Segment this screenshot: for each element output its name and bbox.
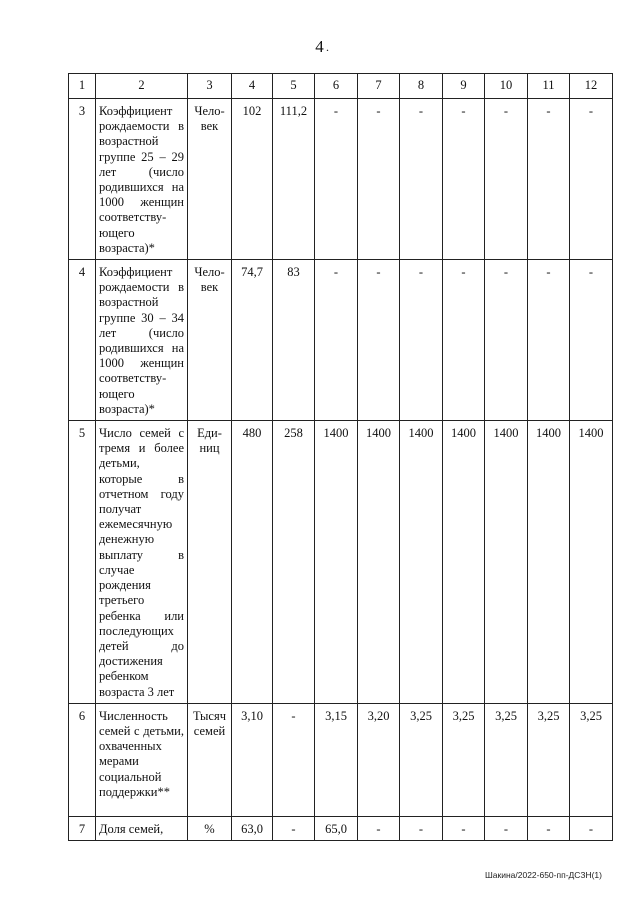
- value-cell: 63,0: [232, 816, 273, 840]
- data-table: [68, 73, 613, 841]
- row-number: 7: [69, 816, 96, 840]
- unit-cell: Тысяч семей: [188, 703, 232, 816]
- value-cell: -: [570, 260, 613, 421]
- value-cell: -: [443, 99, 485, 260]
- value-cell: -: [528, 99, 570, 260]
- value-cell: 1400: [570, 421, 613, 704]
- value-cell: -: [273, 703, 315, 816]
- value-cell: 3,20: [358, 703, 400, 816]
- table-row: [69, 99, 613, 260]
- value-cell: -: [485, 816, 528, 840]
- table-header-cell: 8: [400, 74, 443, 99]
- value-cell: -: [528, 816, 570, 840]
- value-cell: 1400: [315, 421, 358, 704]
- indicator-name: Коэффициент рождаемости в возрастной группе 25 – 29 лет (число родившихся на 1000 женщин соответству-ющего возраста)*: [96, 99, 188, 260]
- unit-cell: %: [188, 816, 232, 840]
- value-cell: -: [315, 260, 358, 421]
- value-cell: -: [528, 260, 570, 421]
- value-cell: 111,2: [273, 99, 315, 260]
- value-cell: -: [400, 99, 443, 260]
- value-cell: -: [443, 260, 485, 421]
- table-row: [69, 703, 613, 816]
- document-id-footer: Шакина/2022-650-пп-ДСЗН(1): [484, 870, 602, 880]
- indicator-name: Число семей с тремя и более детьми, которые в отчетном году получат ежемесячную денежную выплату в случае рождения третьего ребенка или последующих детей до достижения ребенком возраста 3 лет: [96, 421, 188, 704]
- table-header-cell: 1: [69, 74, 96, 99]
- value-cell: 1400: [528, 421, 570, 704]
- table-header-cell: 5: [273, 74, 315, 99]
- table-row: [69, 816, 613, 840]
- value-cell: 3,25: [443, 703, 485, 816]
- table-header-cell: 2: [96, 74, 188, 99]
- table-header-row: [69, 74, 613, 99]
- value-cell: -: [358, 816, 400, 840]
- unit-cell: Чело-век: [188, 260, 232, 421]
- value-cell: -: [315, 99, 358, 260]
- table-header-cell: 4: [232, 74, 273, 99]
- value-cell: -: [485, 99, 528, 260]
- indicator-name: Численность семей с детьми, охваченных мерами социальной поддержки**: [96, 703, 188, 816]
- value-cell: 1400: [485, 421, 528, 704]
- value-cell: -: [485, 260, 528, 421]
- table-header-cell: 12: [570, 74, 613, 99]
- value-cell: 65,0: [315, 816, 358, 840]
- value-cell: 3,25: [528, 703, 570, 816]
- value-cell: 1400: [358, 421, 400, 704]
- value-cell: 3,10: [232, 703, 273, 816]
- table-header-cell: 7: [358, 74, 400, 99]
- value-cell: 1400: [400, 421, 443, 704]
- value-cell: 74,7: [232, 260, 273, 421]
- value-cell: 3,25: [570, 703, 613, 816]
- table-row: [69, 421, 613, 704]
- table-header-cell: 6: [315, 74, 358, 99]
- page-number: [0, 37, 639, 57]
- row-number: 6: [69, 703, 96, 816]
- unit-cell: Еди-ниц: [188, 421, 232, 704]
- value-cell: 3,25: [485, 703, 528, 816]
- value-cell: -: [443, 816, 485, 840]
- table-row: [69, 260, 613, 421]
- value-cell: -: [570, 99, 613, 260]
- row-number: 5: [69, 421, 96, 704]
- table-header-cell: 11: [528, 74, 570, 99]
- table-header-cell: 3: [188, 74, 232, 99]
- value-cell: 258: [273, 421, 315, 704]
- unit-cell: Чело-век: [188, 99, 232, 260]
- value-cell: -: [358, 260, 400, 421]
- value-cell: -: [570, 816, 613, 840]
- value-cell: 3,15: [315, 703, 358, 816]
- value-cell: -: [400, 260, 443, 421]
- value-cell: 480: [232, 421, 273, 704]
- value-cell: -: [358, 99, 400, 260]
- indicator-name: Доля семей,: [96, 816, 188, 840]
- table-header-cell: 9: [443, 74, 485, 99]
- value-cell: 3,25: [400, 703, 443, 816]
- value-cell: 83: [273, 260, 315, 421]
- value-cell: -: [400, 816, 443, 840]
- value-cell: -: [273, 816, 315, 840]
- row-number: 4: [69, 260, 96, 421]
- page-number-value: 4: [315, 37, 324, 56]
- value-cell: 1400: [443, 421, 485, 704]
- row-number: 3: [69, 99, 96, 260]
- page-number-dot: .: [326, 40, 329, 54]
- table-header-cell: 10: [485, 74, 528, 99]
- indicator-name: Коэффициент рождаемости в возрастной группе 30 – 34 лет (число родившихся на 1000 женщин соответству-ющего возраста)*: [96, 260, 188, 421]
- value-cell: 102: [232, 99, 273, 260]
